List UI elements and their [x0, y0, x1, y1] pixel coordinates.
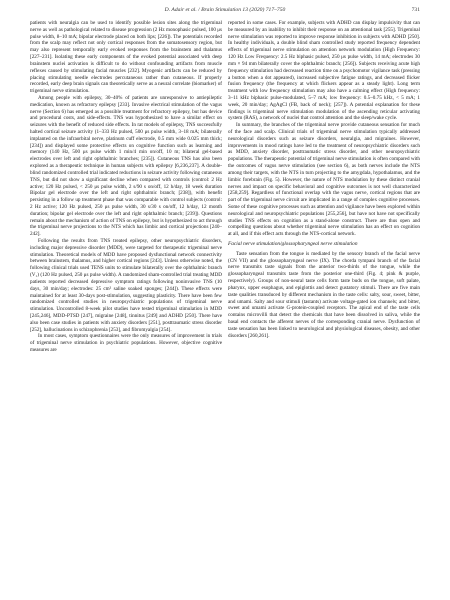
page-number: 731 — [411, 7, 420, 13]
right-column — [228, 20, 420, 339]
left-column — [30, 20, 222, 354]
body-paragraph: Following the results from TNS treated epilepsy, other neuropsychiatric disorders, including major depressive disorder (MDD), were targeted for therapeutic trigeminal nerve stimulation. Theoretical models of MDD have proposed dysfunctional network connectivity between brainstem, thalamus, and higher cortical regions [243]. Unless otherwise noted, the following clinical trials used TENS units to stimulate bilaterally over the ophthalmic branch (V₁) (120 Hz pulsed, 250 μs pulse width). A randomized sham-controlled trial treating MDD patients reported decreased depressive symptom ratings following noninvasive TNS (10 days, 30 min/day; electrodes: 25 cm² saline soaked sponges; [244]). These effects were maintained for at least 30-days post-stimulation, suggesting plasticity. There have been few randomized controlled studies in neuropsychiatric populations of trigeminal nerve stimulation. Uncontrolled 8-week pilot studies have tested trigeminal stimulation in MDD [245,246], MDD-PTSD [247], migraine [248], tinnitus [249] and ADHD [250]. There have also been case studies in patients with anxiety disorders [251], posttraumatic stress disorder [252], hallucinations in schizophrenia [253], and fibromyalgia [254]. — [30, 238, 222, 333]
running-header — [30, 7, 420, 17]
body-paragraph: Among people with epilepsy, 30–40% of patients are unresponsive to antiepileptic medication, known as refractory epilepsy [233]. Invasive electrical stimulation of the vagus nerve (Section 6) has emerged as a possible treatment for refractory epilepsy, but has device and procedural costs, and side-effects. TNS was hypothesized to have a similar effect on seizures with the benefit of reduced side effects. In rat models of epilepsy, TNS successfully halted cortical seizure activity (1–333 Hz pulsed, 500 μs pulse width, 3–18 mA; bilaterally implanted on the infraorbital nerve, platinum cuff electrode, 0.5 mm wide 0.025 mm thick; [234]) and displayed some protective effects on cognitive function such as learning and memory (140 Hz, 500 μs pulse width 1 min/4 min on/off, 10 m; bilateral gel-based electrodes over left and right ophthalmic branches; [235]). Cutaneous TNS has also been explored as a therapeutic technique in human subjects with epilepsy [6,236,237]. A double-blind randomized controlled trial indicated reductions in seizure activity following cutaneous TNS, but did not show a significant decline when compared with controls (control: 2 Hz active; 120 Hz pulsed, < 250 μs pulse width, 2 s/90 s on/off, 12 h/day, 18 week duration Bipolar gel electrode over the left and right ophthalmic branch; [238]), with benefit persisting in a follow up treatment phase that was comparable with control subjects (control: 2 Hz active; 120 Hz pulsed, 250 μs pulse width, 30 s/30 s on/off, 12 h/day, 12 month duration; bipolar gel electrode over the left and right ophthalmic branch; [239]). Questions remain about the mechanism of action of TNS on epilepsy, but is hypothesized to act through the trigeminal nerve projections to the NTS which has limbic and cortical projections [240–242]. — [30, 94, 222, 238]
body-paragraph: Taste sensation from the tongue is mediated by the sensory branch of the facial nerve (CN VII) and the glossopharyngeal nerve (IX). The chorda tympani branch of the facial nerve transmits taste signals from the anterior two-thirds of the tongue, while the glossopharyngeal transmits taste from the posterior one-third (Fig. 4; pink & purple, respectively). Groups of non-neural taste cells form taste buds on the tongue, soft palate, pharynx, upper esophagus, and epiglottis and detect gustatory stimuli. There are five main taste qualities transduced by different mechanism in the taste cells: salty, sour, sweet, bitter, and umami. Salty and sour stimuli (tastants) activate voltage-gated ion channels; and bitter, sweet and umami activate G-protein-coupled receptors. The apical end of the taste cells contains microvilli that detect the chemicals that have been dissolved in saliva, while the basal end contacts the afferent nerves of the corresponding cranial nerve. Dysfunction of taste sensation has been linked to neurological and physiological diseases, obesity, and other disorders [260,261]. — [228, 250, 420, 339]
section-heading: Facial nerve stimulation/glossopharyngeal nerve stimulation — [228, 241, 358, 247]
body-paragraph: reported in some cases. For example, subjects with ADHD can display impulsivity that can be measured by an inability to inhibit their response on an attentional task [255]. Trigeminal nerve stimulation was reported to improve response inhibition in subjects with ADHD [250]. In healthy individuals, a double blind sham controlled study reported frequency dependent effects of trigeminal nerve stimulation on attention network modulation (High Frequency: 120 Hz Low Frequency: 2.5 Hz biphasic pulsed, 250 μs pulse width, 14 mA; electrodes 30 mm × 94 mm bilaterally cover the ophthalmic branch; [256]). Subjects receiving acute high frequency stimulation had decreased reaction time on a psychomotor vigilance task (pressing a button when a dot appeared), increased subjective fatigue ratings, and decreased flicker fusion frequency (the frequency at which flickers appear as a steady light). Long term treatment with low frequency stimulation may also have a calming effect (High frequency: 3–11 kHz biphasic pulse-modulated, 5–7 mA; low frequency: 0.5–0.75 kHz, < 5 mA; 1 week, 20 min/day; AgAgCl (FB, back of neck); [257]). A potential explanation for these findings is trigeminal nerve stimulation modulation of the ascending reticular activating system (RAS), a network of nuclei that control attention and the sleep/wake cycle. — [228, 20, 420, 122]
body-paragraph: In summary, the branches of the trigeminal nerve provide cutaneous sensation for much of the face and scalp. Clinical trials of trigeminal nerve stimulation typically addressed neurological disorders such as seizure disorders, neuralgia, and migraines. However, improvements in mood ratings have led to the treatment of neuropsychiatric disorders such as MDD, anxiety disorder, posttraumatic stress disorder, and other neuropsychiatric populations. The therapeutic potential of trigeminal nerve stimulation is often compared with the outcomes of vagus nerve stimulation (see section 6), as both nerves include the NTS among their targets, with the NTS in turn projecting to the amygdala, hypothalamus, and the limbic forebrain (Fig. 5). However, the nature of NTS modulation by these distinct cranial nerves and impact on specific behavioral and cognitive outcomes is not well characterized [258,259]. Regardless of functional overlap with the vagus nerve, cortical regions that are part of the trigeminal nerve circuit are implicated in a range of complex cognitive processes. Some of these cognitive processes such as attention and vigilance have been explored within neurological and neuropsychiatric populations [255,256], but have not have not specifically studies TNS effects on cognition as a stand-alone construct. There are thus open and compelling questions about whether trigeminal nerve stimulation has an effect on cognition at all, and if this effect acts through the NTS-cortical network. — [228, 122, 420, 238]
body-paragraph: In most cases, symptom questionnaires were the only measures of improvement in trials of trigeminal nerve stimulation in psychiatric populations. However, objective cognitive measures are — [30, 333, 222, 353]
body-paragraph: patients with neuralgia can be used to identify possible lesion sites along the trigeminal nerve as well as pathological related to disease progression (2 Hz monophasic pulsed, 100 μs pulse width, 8–10 mA; bipolar electrode placed on both lips; [226]). The potentials recorded from the scalp may reflect not only cortical responses from the somatosensory region, but may also represent temporally early evoked responses from the brainstem and thalamus [227–231]. Isolating these early components of the evoked potential associated with deep brainstem nuclei activation is difficult to do without confounding artifacts from muscle reflexes caused by stimulating facial muscles [232]. Myogenic artifacts can be reduced by placing stimulating needle electrodes percutaneous rather than cutaneous. If properly recorded, early deep brain signals can theoretically serve as a neural correlate (biomarker) of trigeminal nerve stimulation. — [30, 20, 222, 95]
journal-citation: D. Adair et al. / Brain Stimulation 13 (2020) 717–750 — [164, 7, 286, 13]
